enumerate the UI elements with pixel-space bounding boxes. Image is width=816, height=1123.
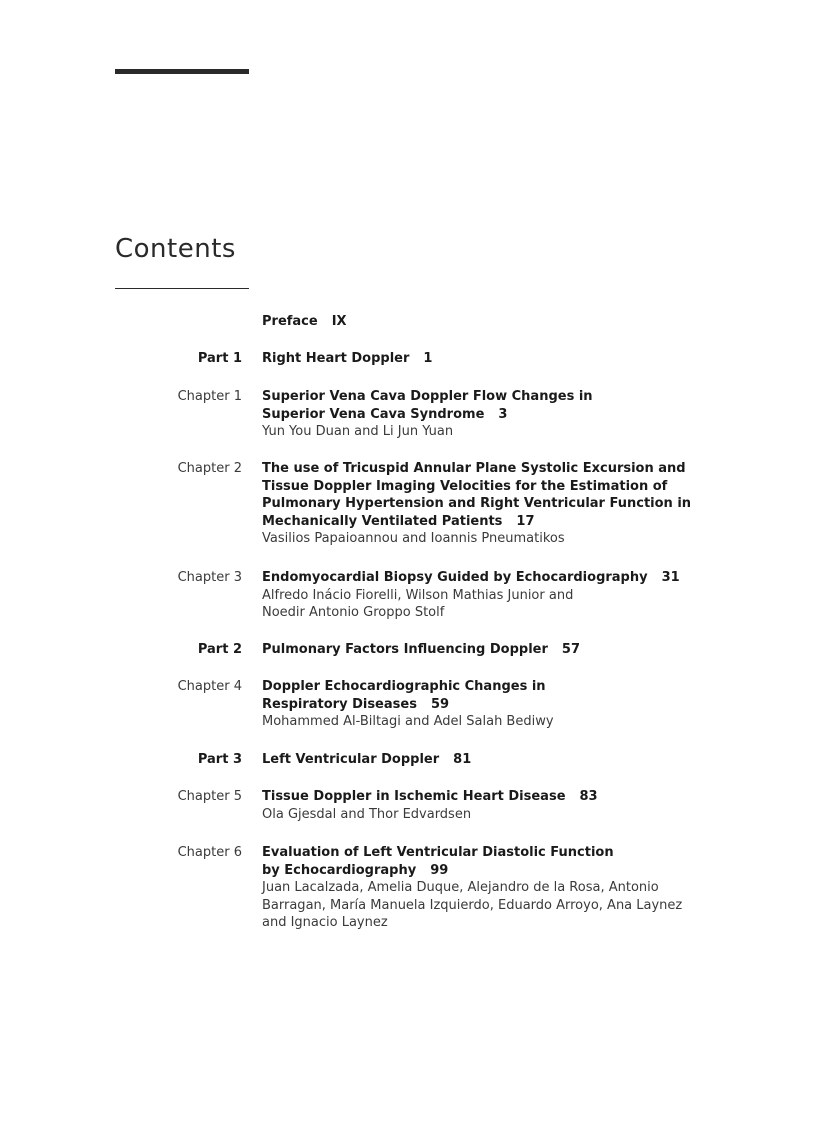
toc-authors: Noedir Antonio Groppo Stolf [262, 605, 445, 620]
toc-part-label: Part 1 [197, 351, 242, 366]
toc-title-line [262, 696, 702, 714]
toc-title-text: Endomyocardial Biopsy Guided by Echocardiography [262, 570, 648, 585]
toc-title-line: Pulmonary Hypertension and Right Ventricular Function in [262, 496, 692, 511]
top-decorative-rule [115, 69, 249, 74]
toc-page-number: 83 [579, 789, 598, 804]
toc-entry-body [262, 569, 702, 622]
toc-page-number: 99 [430, 862, 449, 878]
toc-page-number: 57 [561, 642, 580, 657]
toc-title-line: Tissue Doppler Imaging Velocities for the Estimation of [262, 478, 668, 494]
toc-title-line [262, 313, 702, 331]
toc-page-number: 17 [516, 513, 535, 529]
toc-authors: Juan Lacalzada, Amelia Duque, Alejandro de la Rosa, Antonio [262, 880, 659, 895]
toc-entry-body [262, 844, 702, 932]
toc-entry-body [262, 313, 702, 331]
toc-title-text: Pulmonary Factors Influencing Doppler [262, 642, 548, 657]
toc-title-line [262, 406, 702, 424]
toc-chapter-label: Chapter 1 [177, 389, 242, 404]
page-title: Contents [115, 234, 236, 264]
toc-page-number: 59 [430, 696, 450, 712]
toc-chapter-label: Chapter 4 [177, 679, 242, 694]
toc-title-line [262, 641, 702, 659]
toc-title-line [262, 350, 702, 368]
toc-authors: Yun You Duan and Li Jun Yuan [262, 424, 454, 439]
toc-title-text: Left Ventricular Doppler [262, 752, 440, 767]
toc-title-line: The use of Tricuspid Annular Plane Systolic Excursion and [262, 461, 686, 476]
toc-chapter-label: Chapter 6 [177, 845, 242, 860]
toc-title-line [262, 569, 702, 587]
toc-entry-body [262, 350, 702, 368]
toc-page-number: IX [331, 314, 347, 329]
toc-title-text: Tissue Doppler in Ischemic Heart Disease [262, 789, 566, 804]
toc-authors: Barragan, María Manuela Izquierdo, Eduardo Arroyo, Ana Laynez [262, 897, 683, 913]
toc-title-text: by Echocardiography [262, 862, 417, 878]
toc-entry-body [262, 678, 702, 731]
toc-title-line [262, 751, 702, 769]
toc-authors: Vasilios Papaioannou and Ioannis Pneumatikos [262, 531, 565, 546]
toc-page-number: 3 [498, 406, 508, 422]
title-underline-rule [115, 288, 249, 289]
toc-authors: and Ignacio Laynez [262, 915, 388, 930]
toc-title-line [262, 513, 702, 531]
toc-part-label: Part 3 [197, 752, 242, 767]
toc-title-line [262, 788, 702, 806]
toc-entry-body [262, 751, 702, 769]
toc-page-number: 81 [453, 752, 472, 767]
toc-title-text: Superior Vena Cava Syndrome [262, 406, 485, 422]
toc-title-text: Right Heart Doppler [262, 351, 410, 366]
toc-title-text: Preface [262, 314, 318, 329]
toc-entry-body [262, 460, 702, 548]
toc-title-line: Evaluation of Left Ventricular Diastolic Function [262, 845, 614, 860]
toc-title-line: Doppler Echocardiographic Changes in [262, 679, 546, 694]
toc-title-line: Superior Vena Cava Doppler Flow Changes in [262, 389, 593, 404]
toc-title-text: Mechanically Ventilated Patients [262, 513, 503, 529]
toc-authors: Ola Gjesdal and Thor Edvardsen [262, 806, 472, 822]
toc-chapter-label: Chapter 3 [177, 570, 242, 585]
toc-entry-body [262, 641, 702, 659]
toc-authors: Alfredo Inácio Fiorelli, Wilson Mathias Junior and [262, 587, 574, 603]
toc-page-number: 1 [423, 351, 433, 366]
toc-part-label: Part 2 [197, 642, 242, 657]
toc-chapter-label: Chapter 5 [177, 789, 242, 804]
toc-page-number: 31 [661, 570, 680, 585]
toc-entry-body [262, 788, 702, 823]
toc-title-text: Respiratory Diseases [262, 696, 417, 712]
toc-chapter-label: Chapter 2 [177, 461, 242, 476]
toc-authors: Mohammed Al-Biltagi and Adel Salah Bediwy [262, 714, 554, 729]
toc-title-line [262, 862, 702, 880]
toc-entry-body [262, 388, 702, 441]
